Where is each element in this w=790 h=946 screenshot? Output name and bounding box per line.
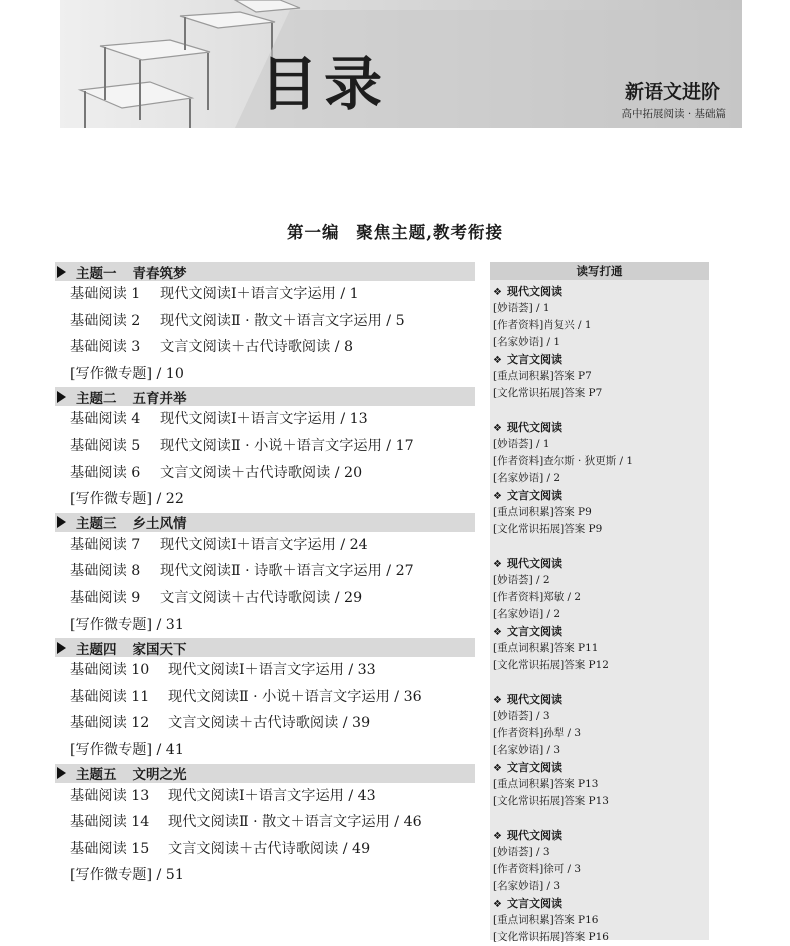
entry-label: 基础阅读 2 <box>70 312 141 329</box>
sidebar-item[interactable]: [名家妙语] / 2 <box>493 472 561 484</box>
table-of-contents <box>55 262 475 889</box>
sidebar-item[interactable]: [妙语荟] / 3 <box>493 846 550 858</box>
toc-entry[interactable] <box>55 612 475 639</box>
diamond-dots-icon: ❖ <box>493 695 502 706</box>
entry-text: 现代文阅读Ⅱ · 小说＋语言文字运用 / 36 <box>168 688 422 705</box>
entry-label: 基础阅读 3 <box>70 339 141 356</box>
section-name: 乡土风情 <box>132 516 187 533</box>
sidebar-item[interactable]: [作者资料]肖复兴 / 1 <box>493 319 592 331</box>
sidebar-item[interactable]: [重点词积累]答案 P11 <box>493 642 599 654</box>
toc-entry[interactable] <box>55 281 475 308</box>
subheading-text: 现代文阅读 <box>507 557 562 570</box>
section-header[interactable] <box>55 262 475 281</box>
subheading-text: 现代文阅读 <box>507 421 562 434</box>
entry-text: 现代文阅读Ⅰ＋语言文字运用 / 24 <box>160 536 368 553</box>
sidebar-item[interactable]: [重点词积累]答案 P13 <box>493 778 599 790</box>
sidebar-item[interactable]: [妙语荟] / 3 <box>493 710 550 722</box>
sidebar-item[interactable]: [妙语荟] / 1 <box>493 302 550 314</box>
toc-entry[interactable] <box>55 836 475 863</box>
entry-label: 基础阅读 10 <box>70 662 150 679</box>
entry-label: 基础阅读 4 <box>70 411 141 428</box>
entry-text: [写作微专题] / 41 <box>70 741 184 758</box>
sidebar-subheading <box>493 351 709 368</box>
sidebar-subheading <box>493 419 709 436</box>
entry-text: [写作微专题] / 31 <box>70 616 184 633</box>
toc-entry[interactable] <box>55 334 475 361</box>
toc-entry[interactable] <box>55 460 475 487</box>
diamond-dots-icon: ❖ <box>493 491 502 502</box>
diamond-dots-icon: ❖ <box>493 899 502 910</box>
entry-text: 现代文阅读Ⅱ · 诗歌＋语言文字运用 / 27 <box>160 563 414 580</box>
section-number: 主题一 <box>76 265 117 282</box>
entry-text: 现代文阅读Ⅰ＋语言文字运用 / 33 <box>168 662 376 679</box>
sidebar-group <box>490 416 709 538</box>
entry-text: 文言文阅读＋古代诗歌阅读 / 29 <box>160 589 363 606</box>
toc-entry[interactable] <box>55 433 475 460</box>
entry-text: 现代文阅读Ⅰ＋语言文字运用 / 43 <box>168 787 376 804</box>
sidebar-groups <box>490 280 709 946</box>
section-name: 家国天下 <box>132 641 187 658</box>
entry-text: 现代文阅读Ⅱ · 散文＋语言文字运用 / 5 <box>160 312 405 329</box>
toc-entry[interactable] <box>55 862 475 889</box>
entry-text: 文言文阅读＋古代诗歌阅读 / 20 <box>160 464 363 481</box>
section-name: 五育并举 <box>132 390 187 407</box>
sidebar-item[interactable]: [妙语荟] / 2 <box>493 574 550 586</box>
toc-section <box>55 513 475 638</box>
triangle-icon <box>57 391 66 403</box>
subheading-text: 现代文阅读 <box>507 829 562 842</box>
entry-text: 现代文阅读Ⅱ · 散文＋语言文字运用 / 46 <box>168 814 422 831</box>
subheading-text: 文言文阅读 <box>507 625 562 638</box>
section-header[interactable] <box>55 387 475 406</box>
entry-label: 基础阅读 9 <box>70 589 141 606</box>
sidebar-item[interactable]: [名家妙语] / 2 <box>493 608 561 620</box>
subheading-text: 文言文阅读 <box>507 897 562 910</box>
entry-text: 文言文阅读＋古代诗歌阅读 / 39 <box>168 715 371 732</box>
entry-label: 基础阅读 12 <box>70 715 150 732</box>
series-subtitle: 高中拓展阅读 · 基础篇 <box>621 108 726 120</box>
toc-entry[interactable] <box>55 585 475 612</box>
diamond-dots-icon: ❖ <box>493 559 502 570</box>
diamond-dots-icon: ❖ <box>493 355 502 366</box>
sidebar-item[interactable]: [文化常识拓展]答案 P9 <box>493 523 603 535</box>
toc-entry[interactable] <box>55 737 475 764</box>
sidebar-item[interactable]: [重点词积累]答案 P9 <box>493 506 592 518</box>
subheading-text: 文言文阅读 <box>507 353 562 366</box>
sidebar-item[interactable]: [作者资料]孙犁 / 3 <box>493 727 582 739</box>
subheading-text: 现代文阅读 <box>507 285 562 298</box>
toc-entry[interactable] <box>55 783 475 810</box>
subheading-text: 文言文阅读 <box>507 489 562 502</box>
part-label: 第一编 <box>287 223 340 242</box>
toc-section <box>55 387 475 512</box>
sidebar-subheading <box>493 691 709 708</box>
sidebar-item[interactable]: [名家妙语] / 3 <box>493 744 561 756</box>
sidebar-item[interactable]: [作者资料]查尔斯 · 狄更斯 / 1 <box>493 455 634 467</box>
part-theme: 聚焦主题,教考衔接 <box>356 223 503 242</box>
entry-text: 现代文阅读Ⅰ＋语言文字运用 / 13 <box>160 411 368 428</box>
sidebar-item[interactable]: [名家妙语] / 3 <box>493 880 561 892</box>
entry-label: 基础阅读 13 <box>70 787 150 804</box>
sidebar-subheading <box>493 623 709 640</box>
diamond-dots-icon: ❖ <box>493 627 502 638</box>
sidebar-title: 读写打通 <box>490 262 709 280</box>
toc-entry[interactable] <box>55 532 475 559</box>
section-header[interactable] <box>55 638 475 657</box>
section-name: 青春筑梦 <box>132 265 187 282</box>
entry-label: 基础阅读 15 <box>70 840 150 857</box>
sidebar-subheading <box>493 555 709 572</box>
diamond-dots-icon: ❖ <box>493 287 502 298</box>
toc-entry[interactable] <box>55 308 475 335</box>
sidebar-item[interactable]: [文化常识拓展]答案 P12 <box>493 659 609 671</box>
subheading-text: 文言文阅读 <box>507 761 562 774</box>
sidebar-item[interactable]: [文化常识拓展]答案 P7 <box>493 387 603 399</box>
entry-label: 基础阅读 8 <box>70 563 141 580</box>
toc-entry[interactable] <box>55 657 475 684</box>
sidebar-panel <box>490 262 709 943</box>
part-heading <box>0 219 790 243</box>
entry-text: 现代文阅读Ⅰ＋语言文字运用 / 1 <box>160 286 359 302</box>
triangle-icon <box>57 642 66 654</box>
triangle-icon <box>57 516 66 528</box>
toc-entry[interactable] <box>55 406 475 433</box>
entry-text: [写作微专题] / 51 <box>70 867 184 884</box>
sidebar-item[interactable]: [文化常识拓展]答案 P13 <box>493 795 609 807</box>
sidebar-group <box>490 280 709 402</box>
entry-text: 现代文阅读Ⅱ · 小说＋语言文字运用 / 17 <box>160 437 414 454</box>
toc-entry[interactable] <box>55 684 475 711</box>
sidebar-subheading <box>493 283 709 300</box>
sidebar-subheading <box>493 487 709 504</box>
toc-section <box>55 764 475 889</box>
section-number: 主题二 <box>76 390 117 407</box>
section-number: 主题五 <box>76 767 117 783</box>
sidebar-item[interactable]: [名家妙语] / 1 <box>493 336 561 348</box>
diamond-dots-icon: ❖ <box>493 831 502 842</box>
series-brand: 新语文进阶 <box>624 81 720 103</box>
entry-label: 基础阅读 14 <box>70 814 150 831</box>
diamond-dots-icon: ❖ <box>493 423 502 434</box>
section-header[interactable] <box>55 513 475 532</box>
sidebar-item[interactable]: [重点词积累]答案 P7 <box>493 370 592 382</box>
sidebar-group <box>490 688 709 810</box>
entry-label: 基础阅读 1 <box>70 286 141 302</box>
sidebar-subheading <box>493 827 709 844</box>
triangle-icon <box>57 767 66 779</box>
sidebar-item[interactable]: [重点词积累]答案 P16 <box>493 914 599 926</box>
header-banner <box>60 0 742 128</box>
entry-text: [写作微专题] / 10 <box>70 365 184 382</box>
entry-label: 基础阅读 7 <box>70 536 141 553</box>
entry-label: 基础阅读 6 <box>70 464 141 481</box>
page-title: 目录 <box>260 50 389 118</box>
sidebar-item[interactable]: [作者资料]郑敏 / 2 <box>493 591 582 603</box>
triangle-icon <box>57 266 66 278</box>
entry-label: 基础阅读 5 <box>70 437 141 454</box>
entry-text: 文言文阅读＋古代诗歌阅读 / 8 <box>160 339 354 356</box>
sidebar-item[interactable]: [文化常识拓展]答案 P16 <box>493 931 609 943</box>
subheading-text: 现代文阅读 <box>507 693 562 706</box>
sidebar-item[interactable]: [作者资料]徐可 / 3 <box>493 863 582 875</box>
toc-entry[interactable] <box>55 809 475 836</box>
toc-entry[interactable] <box>55 558 475 585</box>
entry-text: 文言文阅读＋古代诗歌阅读 / 49 <box>168 840 371 857</box>
sidebar-subheading <box>493 759 709 776</box>
entry-label: 基础阅读 11 <box>70 688 150 705</box>
entry-text: [写作微专题] / 22 <box>70 491 184 508</box>
section-number: 主题三 <box>76 516 117 533</box>
sidebar-group <box>490 824 709 946</box>
section-header[interactable] <box>55 764 475 783</box>
diamond-dots-icon: ❖ <box>493 763 502 774</box>
sidebar-item[interactable]: [妙语荟] / 1 <box>493 438 550 450</box>
sidebar-subheading <box>493 895 709 912</box>
toc-entry[interactable] <box>55 710 475 737</box>
section-number: 主题四 <box>76 641 117 658</box>
toc-entry[interactable] <box>55 486 475 513</box>
toc-entry[interactable] <box>55 361 475 388</box>
section-name: 文明之光 <box>132 767 187 783</box>
toc-section <box>55 262 475 387</box>
sidebar-group <box>490 552 709 674</box>
toc-section <box>55 638 475 763</box>
